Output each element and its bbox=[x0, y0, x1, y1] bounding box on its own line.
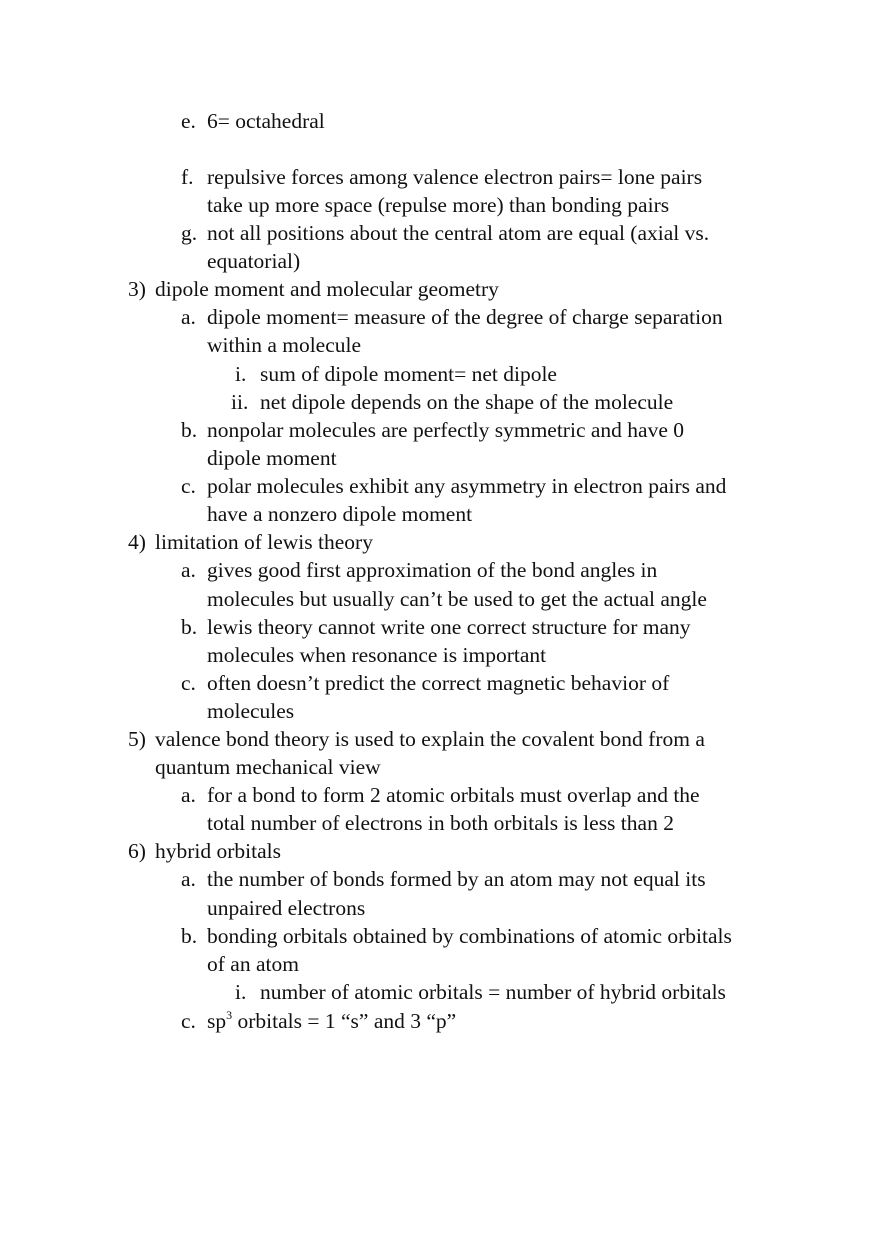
subitem-marker: i. bbox=[235, 980, 247, 1004]
item-marker: a. bbox=[181, 867, 196, 891]
item-text-sp3-orbitals bbox=[207, 1008, 457, 1033]
section-marker: 5) bbox=[128, 727, 146, 751]
sp-base: sp bbox=[207, 1009, 227, 1033]
item-text: molecules bbox=[207, 699, 295, 723]
item-text: polar molecules exhibit any asymmetry in electron pairs and bbox=[207, 474, 727, 498]
item-text: lewis theory cannot write one correct structure for many bbox=[207, 615, 691, 639]
item-text: dipole moment= measure of the degree of charge separation bbox=[207, 305, 723, 329]
item-text: take up more space (repulse more) than bonding pairs bbox=[207, 193, 670, 217]
item-text: have a nonzero dipole moment bbox=[207, 502, 473, 526]
item-text: molecules when resonance is important bbox=[207, 643, 547, 667]
section-marker: 6) bbox=[128, 839, 146, 863]
item-text: dipole moment bbox=[207, 446, 337, 470]
item-text: 6= octahedral bbox=[207, 109, 325, 133]
subitem-marker: ii. bbox=[231, 390, 249, 414]
section-heading: hybrid orbitals bbox=[155, 839, 281, 863]
item-text: of an atom bbox=[207, 952, 299, 976]
item-text: not all positions about the central atom are equal (axial vs. bbox=[207, 221, 710, 245]
item-text: molecules but usually can’t be used to get the actual angle bbox=[207, 587, 707, 611]
item-text: for a bond to form 2 atomic orbitals must overlap and the bbox=[207, 783, 700, 807]
item-text: often doesn’t predict the correct magnetic behavior of bbox=[207, 671, 670, 695]
section-heading: dipole moment and molecular geometry bbox=[155, 277, 499, 301]
item-marker: b. bbox=[181, 615, 198, 639]
item-marker: e. bbox=[181, 109, 196, 133]
superscript-3: 3 bbox=[226, 1008, 233, 1022]
subitem-text: sum of dipole moment= net dipole bbox=[260, 362, 557, 386]
item-text: equatorial) bbox=[207, 249, 301, 273]
item-marker: c. bbox=[181, 474, 196, 498]
item-marker: c. bbox=[181, 671, 196, 695]
section-marker: 4) bbox=[128, 530, 146, 554]
item-marker: g. bbox=[181, 221, 198, 245]
item-marker: a. bbox=[181, 783, 196, 807]
item-marker: a. bbox=[181, 305, 196, 329]
item-text: within a molecule bbox=[207, 333, 362, 357]
item-marker: f. bbox=[181, 165, 194, 189]
sp3-rest: orbitals = 1 “s” and 3 “p” bbox=[232, 1009, 457, 1033]
section-marker: 3) bbox=[128, 277, 146, 301]
item-marker: b. bbox=[181, 924, 198, 948]
item-marker: c. bbox=[181, 1009, 196, 1033]
item-marker: a. bbox=[181, 558, 196, 582]
subitem-text: number of atomic orbitals = number of hybrid orbitals bbox=[260, 980, 726, 1004]
item-text: the number of bonds formed by an atom may not equal its bbox=[207, 867, 706, 891]
item-text: gives good first approximation of the bond angles in bbox=[207, 558, 658, 582]
item-text: repulsive forces among valence electron pairs= lone pairs bbox=[207, 165, 703, 189]
item-text: unpaired electrons bbox=[207, 896, 366, 920]
subitem-marker: i. bbox=[235, 362, 247, 386]
section-heading: valence bond theory is used to explain the covalent bond from a bbox=[155, 727, 705, 751]
section-heading: quantum mechanical view bbox=[155, 755, 381, 779]
section-heading: limitation of lewis theory bbox=[155, 530, 373, 554]
item-text: nonpolar molecules are perfectly symmetric and have 0 bbox=[207, 418, 684, 442]
item-text: total number of electrons in both orbitals is less than 2 bbox=[207, 811, 674, 835]
item-text: bonding orbitals obtained by combinations of atomic orbitals bbox=[207, 924, 732, 948]
item-marker: b. bbox=[181, 418, 198, 442]
subitem-text: net dipole depends on the shape of the molecule bbox=[260, 390, 674, 414]
